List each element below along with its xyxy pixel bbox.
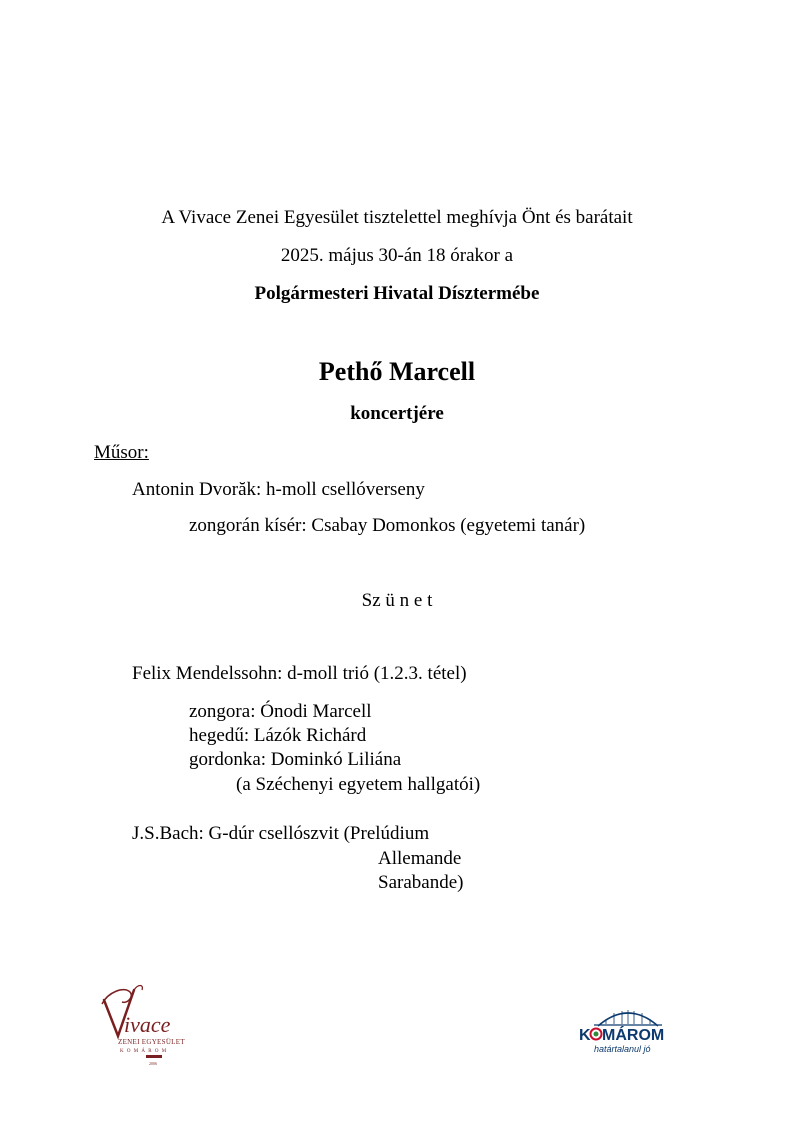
program-heading: Műsor: [94, 442, 149, 463]
vivace-logo-mark [94, 982, 204, 1072]
intermission-label: Sz ü n e t [361, 590, 433, 611]
vivace-logo [94, 982, 204, 1072]
performers-note: (a Széchenyi egyetem hallgatói) [236, 774, 481, 795]
bach-movement-allemande: Allemande [378, 848, 462, 869]
komarom-logo [576, 1002, 682, 1058]
svg-text:K O M Á R O M: K O M Á R O M [120, 1049, 168, 1054]
concert-subtitle: koncertjére [350, 403, 444, 424]
svg-text:ZENEI EGYESÜLET: ZENEI EGYESÜLET [118, 1038, 185, 1046]
accompanist-line: zongorán kísér: Csabay Domonkos (egyetemi tanár) [189, 515, 586, 536]
performer-piano: zongora: Ónodi Marcell [189, 701, 372, 722]
svg-text:K: K [579, 1027, 591, 1044]
program-item-dvorak: Antonin Dvorăk: h-moll csellóverseny [132, 479, 425, 500]
venue-title: Polgármesteri Hivatal Dísztermébe [254, 283, 540, 304]
bach-movement-sarabande: Sarabande) [378, 872, 464, 893]
svg-text:határtalanul jó: határtalanul jó [594, 1044, 651, 1054]
program-item-bach: J.S.Bach: G-dúr csellószvit (Prelúdium [132, 823, 430, 844]
komarom-logo-mark [576, 1002, 682, 1058]
performer-cello: gordonka: Dominkó Liliána [189, 749, 402, 770]
svg-text:MÁROM: MÁROM [602, 1027, 665, 1044]
program-item-mendelssohn: Felix Mendelssohn: d-moll trió (1.2.3. tétel) [132, 663, 467, 684]
performer-name: Pethő Marcell [318, 357, 476, 386]
invitation-line-1: A Vivace Zenei Egyesület tisztelettel meghívja Önt és barátait [161, 207, 633, 228]
invitation-date-line: 2025. május 30-án 18 órakor a [280, 245, 514, 266]
performer-violin: hegedű: Lázók Richárd [189, 725, 367, 746]
svg-text:ivace: ivace [124, 1012, 171, 1037]
svg-text:2006: 2006 [149, 1061, 157, 1066]
